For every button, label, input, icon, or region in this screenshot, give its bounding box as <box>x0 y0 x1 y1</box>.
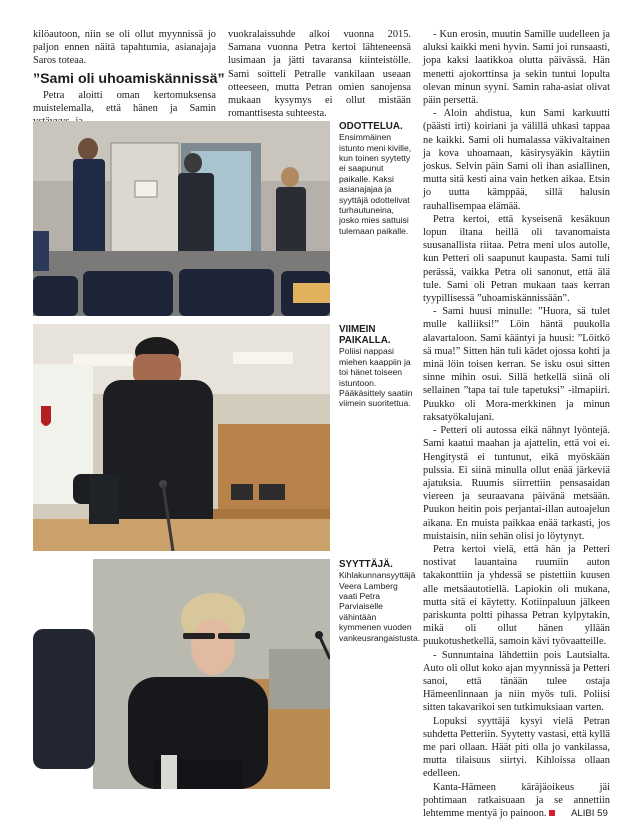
column-1-intro <box>33 28 216 68</box>
caption-text: Kihlakunnansyyttäjä Veera Lamberg vaati Petra Parviaiselle vähintään kymmenen vuoden vankeusrangaistusta. <box>339 570 421 643</box>
paragraph: - Aloin ahdistua, kun Sami karkuutti (päästi irti) koiriani ja välillä uhkasi tappaa ne kaikki. Sami oli humalassa väkivaltainen ja kova uhoamaan, käsirysyäkin käytiin joskus. Selvin päin Sami oli ihan asiallinen, mutta sitä kesti aina vain hetken aikaa. Etsin jo uutta kämppää, sillä halusin rauhallisempaa elämää. <box>423 108 610 212</box>
intro-paragraph-col2: vuokralaissuhde alkoi vuonna 2015. Samana vuonna Petra kertoi lähteneensä lusimaan ja jätti tavaransa kiinteistölle. Sami soitteli Petralle vankilaan useaan otteeseen, mutta Petran omien sanojensa mukaan kysymys ei ollut mistään romanttisesta suhteesta. <box>228 29 411 120</box>
closing-text: Kanta-Hämeen käräjäoikeus jäi pohtimaan ratkaisuaan ja se annettiin lehtemme mentyä jo painoon. <box>423 781 610 819</box>
paragraph: - Petteri oli autossa eikä nähnyt lyöntejä. Sami kaatui maahan ja ajattelin, että voi ei. Hengitystä ei tuntunut, eikä myöskään pulssia. Ei siinä minulla ollut enää järkeviä ajatuksia. Ruumis siirrettiin pensasaidan viereen ja seuraavana päivänä metsään. Puukon heitin pois perjantai-illan autoajelun aikana. En muista paikkaa enää tarkasti, jos muistaisin, niin sehän olisi jo löytynyt. <box>423 425 610 542</box>
paragraph-after-heading: Petra aloitti oman kertomuksensa muistelemalla, että hänen ja Samin <box>33 90 216 115</box>
caption-title: SYYTTÄJÄ. <box>339 559 393 570</box>
section-heading: ”Sami oli uhoamiskännissä” <box>33 71 225 87</box>
caption-text: Ensimmäinen istunto meni kiville, kun toinen syytetty ei saapunut paikalle. Kaksi asianajajaa ja syyttäjä odottelivat turhautuneina, josko mies sattuisi tulemaan paikalle. <box>339 132 412 236</box>
photo-prosecutor <box>33 559 330 789</box>
photo-defendant-arrives <box>33 324 330 551</box>
paragraph: Petra kertoi, että kyseisenä kesäkuun lopun iltana heillä oli tavanomaista suusanallista riitaa. Petra meni ulos autolle, kun Petteri oli saapunut kaupasta. Sami tuli perässä, vaikka Petra oli sanonut, että älä tule. Sami oli Petran mukaan taas kerran tyypillisessä ”uhoamiskännissään”. <box>423 213 610 305</box>
paragraph: - Sami huusi minulle: ”Huora, sä tulet mulle kalliiksi!” Löin häntä puukolla alavartaloon. Sami kääntyi ja huusi: ”Löitkö sä mua!” Sitten hän tuli kädet ojossa kohti ja minä löin toisen kerran. Se isku osui sitten sinne mihin osui. Sillä hetkellä siinä oli sellainen ”tapa tai tule tapetuksi” -ilmapiiri. Puukko oli Mora-merkkinen ja minun raksatyökalujani. <box>423 306 610 423</box>
caption-prosecutor <box>339 559 421 643</box>
paragraph: Lopuksi syyttäjä kysyi vielä Petran suhdetta Petteriin. Syytetty vastasi, että kyllä me pari ollaan. Häät piti olla jo vankilassa, mutta tilaisuus siirtyi. Kihloissa ollaan edelleen. <box>423 715 610 780</box>
end-mark-icon <box>549 810 555 816</box>
photo-waiting-lawyers <box>33 121 330 316</box>
paragraph: - Sunnuntaina lähdettiin pois Lautsialta. Auto oli ollut koko ajan myynnissä ja Petteri sanoi, että tänään tulee ostaja Hämeenlinnaan ja niin myös tuli. Poliisi sitten takavarikoi sen tutkimuksiaan varten. <box>423 649 610 714</box>
caption-text: Poliisi nappasi miehen kaappiin ja toi hänet toiseen istuntoon. Pääkäsittely saatiin viimein suoritettua. <box>339 346 413 409</box>
caption-waiting <box>339 121 415 236</box>
page-footer: ALIBI 59 <box>571 808 608 819</box>
intro-paragraph-col1: kilöautoon, niin se oli ollut myynnissä jo paljon ennen näitä tapahtumia, asianajaja Saros toteaa. <box>33 29 216 67</box>
paragraph: Petra kertoi vielä, että hän ja Petteri nostivat lauantaina ruumiin auton takakonttiin ja yhdessä se pistettiin kuusen alle metsäautotiellä. Lapiokin oli mukana, mutta sitä ei käytetty. Kotiinpaluun jälkeen pariskunta poltti pihassa Petran kylpytakin, mikä oli ollut hänen yllään puukotushetkellä, samoin kävi työvaatteille. <box>423 543 610 648</box>
column-3 <box>423 28 610 820</box>
column-2-intro <box>228 28 411 120</box>
paragraph: - Kun erosin, muutin Samille uudelleen ja aluksi kaikki meni hyvin. Sami joi runsaasti, jopa kaksi laatikkoa olutta päivässä. Hän menetti ajokorttinsa ja sekin tuntui lopulta olevan minun syyni. Samin raha-asiat olivat päin persettä. <box>423 29 610 107</box>
caption-arrives <box>339 324 415 409</box>
caption-title: ODOTTELUA. <box>339 121 403 132</box>
caption-title: VIIMEIN PAIKALLA. <box>339 324 391 347</box>
